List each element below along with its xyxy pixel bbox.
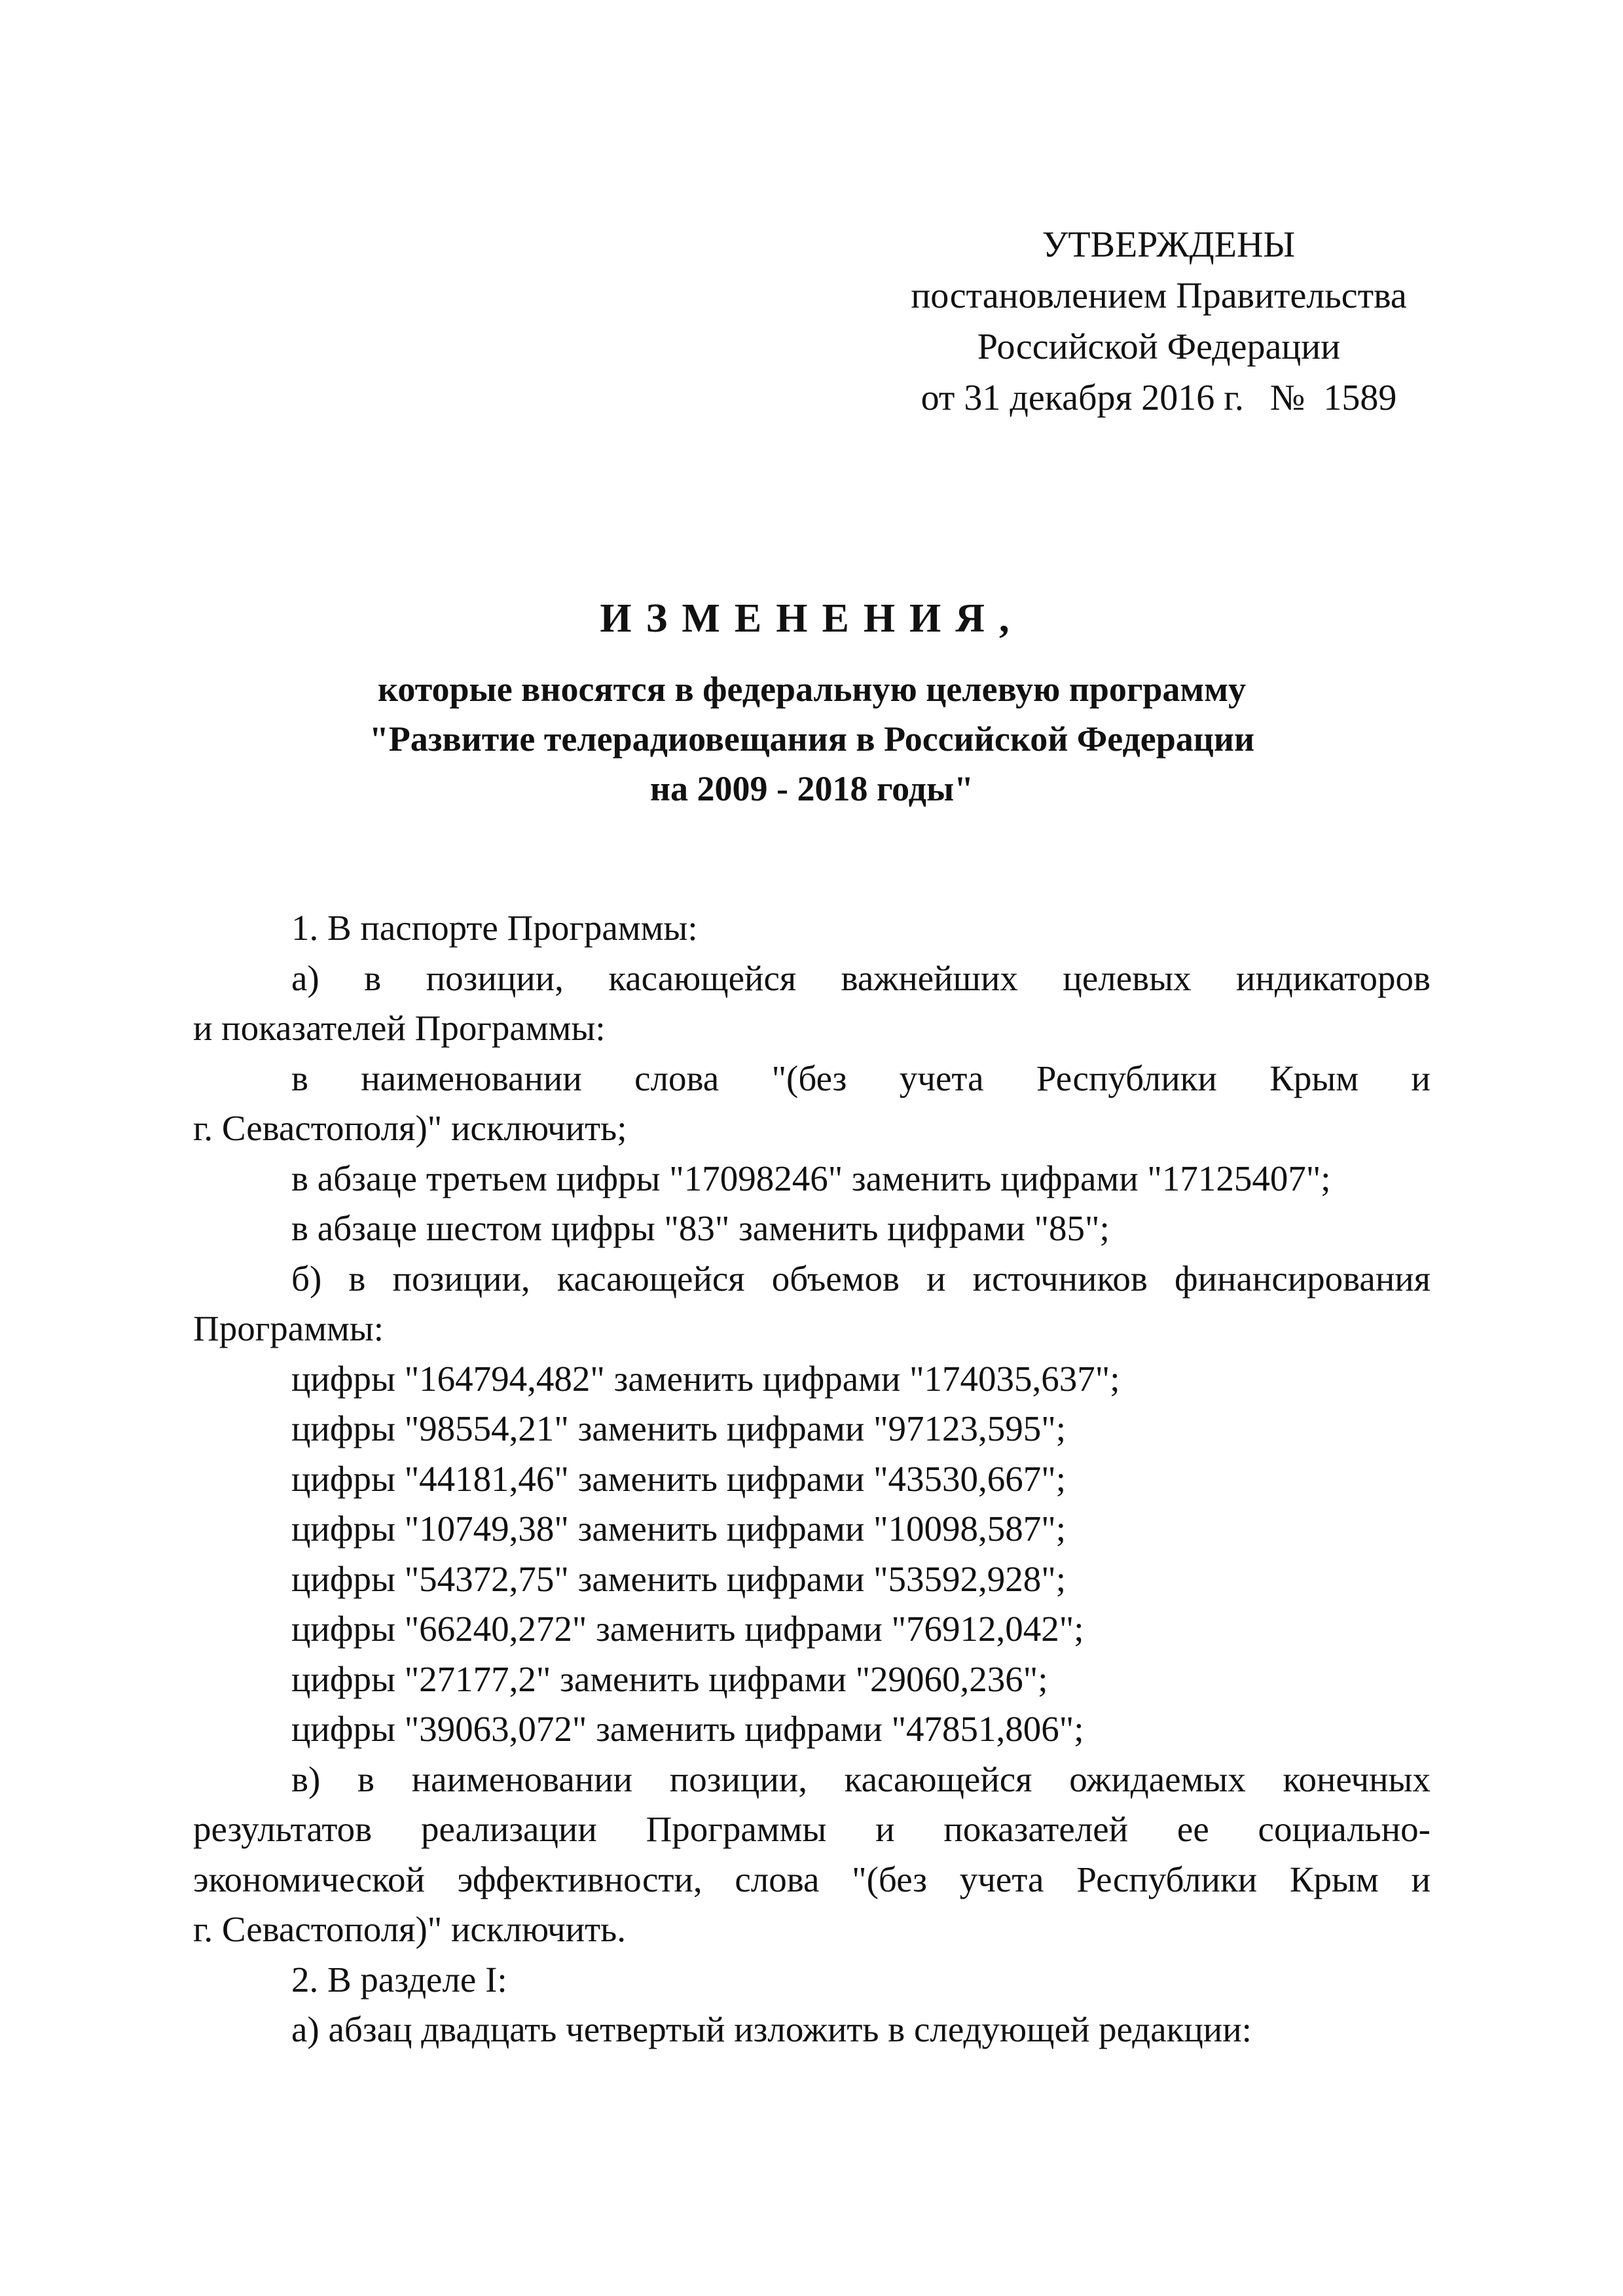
paragraph: в) в наименовании позиции, касающейся ожидаемых конечных [291, 1759, 1431, 1799]
paragraph: результатов реализации Программы и показателей ее социально- [193, 1809, 1431, 1849]
paragraph: 1. В паспорте Программы: [291, 908, 698, 948]
document-heading: ИЗМЕНЕНИЯ, [600, 596, 1024, 641]
paragraph: цифры "54372,75" заменить цифрами "53592,928"; [291, 1558, 1067, 1599]
paragraph: экономической эффективности, слова "(без учета Республики Крым и [193, 1859, 1431, 1899]
paragraph: б) в позиции, касающейся объемов и источников финансирования [291, 1258, 1431, 1299]
approval-date-number [871, 372, 1447, 423]
paragraph: цифры "10749,38" заменить цифрами "10098,587"; [291, 1509, 1067, 1549]
paragraph: а) в позиции, касающейся важнейших целевых индикаторов [291, 958, 1431, 998]
document-title [183, 592, 1440, 814]
approval-date: от 31 декабря 2016 г. [921, 378, 1244, 418]
paragraph: цифры "39063,072" заменить цифрами "47851,806"; [291, 1709, 1084, 1749]
paragraph: цифры "98554,21" заменить цифрами "97123,595"; [291, 1408, 1067, 1448]
approval-stamp [871, 219, 1447, 423]
approval-country: Российской Федерации [977, 327, 1341, 367]
paragraph: цифры "44181,46" заменить цифрами "43530,667"; [291, 1458, 1067, 1499]
approval-title: УТВЕРЖДЕНЫ [1042, 224, 1296, 265]
paragraph: и показателей Программы: [193, 1008, 606, 1048]
approval-number-sign: № [1269, 378, 1305, 418]
document-subtitle-line-3: на 2009 - 2018 годы" [649, 769, 974, 808]
document-subtitle-line-1: которые вносятся в федеральную целевую программу [378, 670, 1246, 709]
paragraph: г. Севастополя)" исключить. [193, 1909, 626, 1949]
document-body [193, 903, 1431, 2055]
paragraph: цифры "164794,482" заменить цифрами "174035,637"; [291, 1358, 1120, 1399]
paragraph: Программы: [193, 1308, 384, 1348]
paragraph: в абзаце шестом цифры "83" заменить цифрами "85"; [291, 1208, 1110, 1248]
document-subtitle-line-2: "Развитие телерадиовещания в Российской Федерации [369, 719, 1255, 759]
approval-authority: постановлением Правительства [911, 276, 1407, 316]
approval-number: 1589 [1323, 378, 1397, 418]
paragraph: в абзаце третьем цифры "17098246" заменить цифрами "17125407"; [291, 1158, 1331, 1198]
paragraph: а) абзац двадцать четвертый изложить в следующей редакции: [291, 2009, 1252, 2049]
paragraph: цифры "66240,272" заменить цифрами "76912,042"; [291, 1609, 1084, 1649]
paragraph: в наименовании слова "(без учета Республики Крым и [291, 1058, 1431, 1098]
paragraph: 2. В разделе I: [291, 1959, 507, 2000]
paragraph: цифры "27177,2" заменить цифрами "29060,236"; [291, 1659, 1048, 1699]
paragraph: г. Севастополя)" исключить; [193, 1108, 627, 1148]
